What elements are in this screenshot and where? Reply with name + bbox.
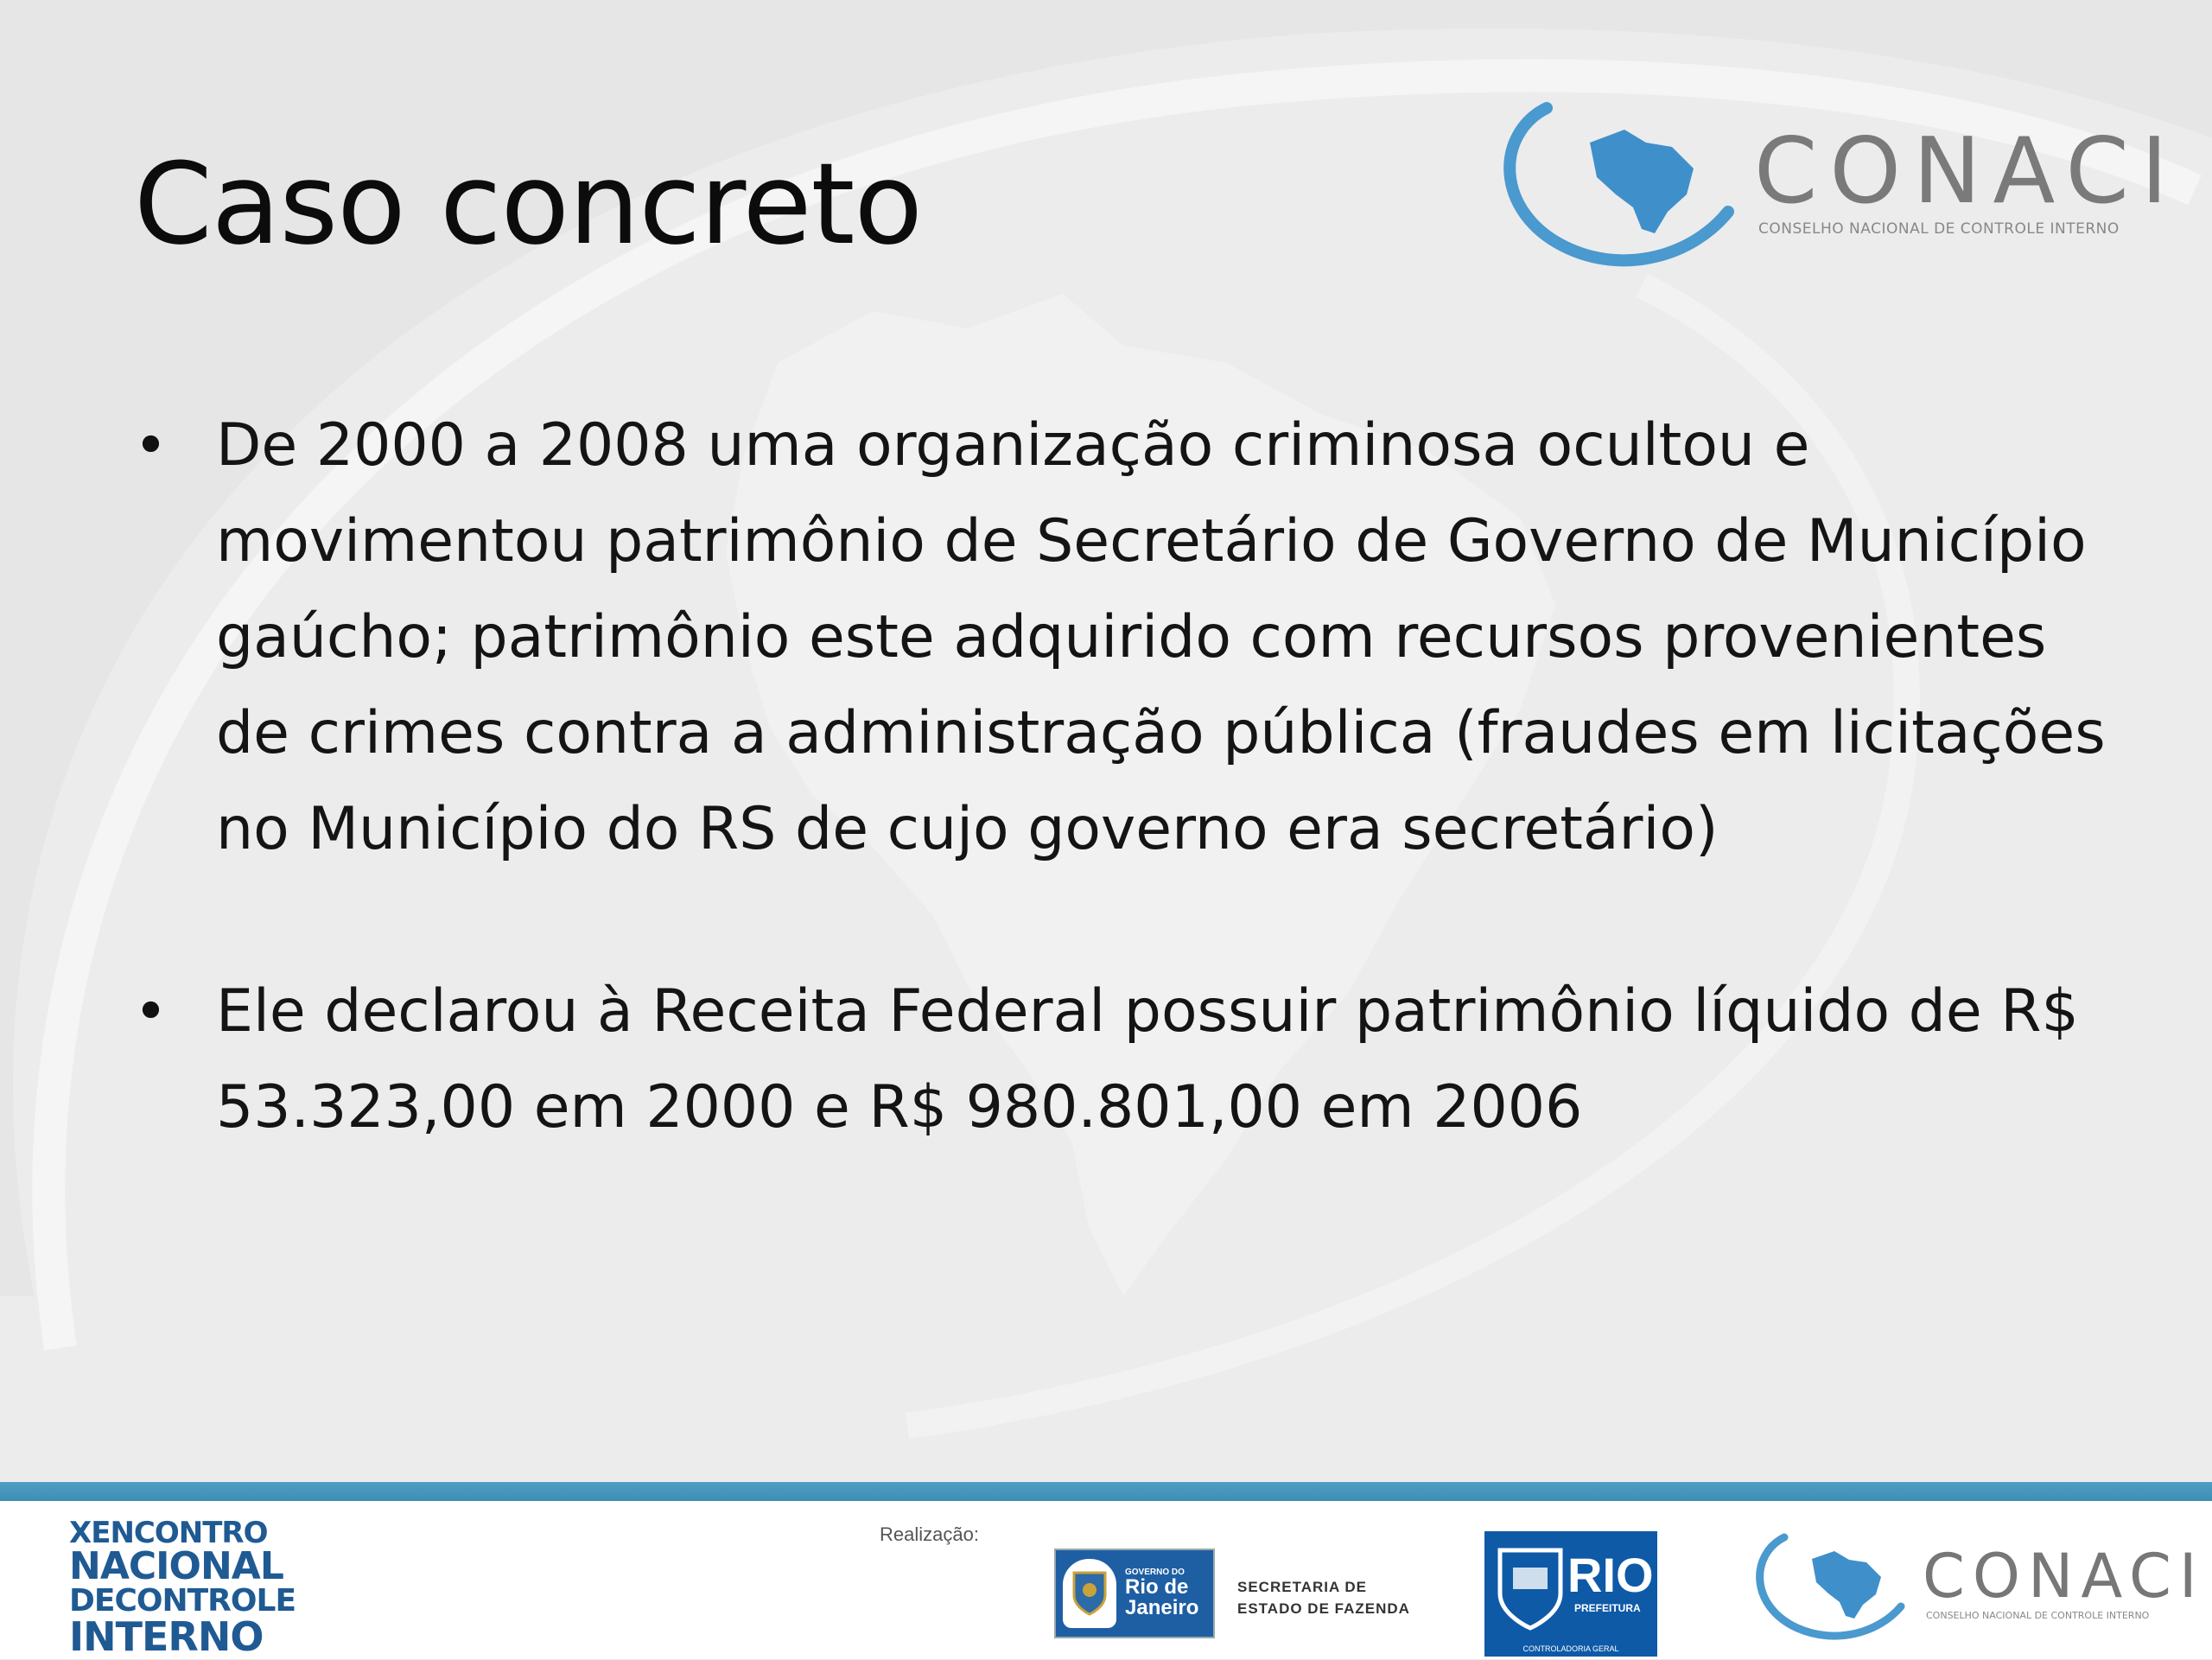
slide-title: Caso concreto bbox=[134, 138, 922, 270]
conaci-header-logo bbox=[1495, 82, 2180, 281]
gov-rio-logo: GOVERNO DO Rio de Janeiro bbox=[1054, 1549, 1215, 1638]
brazil-map-icon bbox=[1590, 130, 1694, 233]
bullet-item bbox=[134, 964, 2121, 1155]
conaci-swoosh-icon bbox=[1495, 82, 1754, 281]
footer bbox=[0, 1501, 2212, 1659]
bullet-text: Ele declarou à Receita Federal possuir patrimônio líquido de R$ 53.323,00 em 2000 e R$ 980.801,00 em 2006 bbox=[216, 977, 2079, 1142]
footer-accent-bar bbox=[0, 1482, 2212, 1501]
realizacao-label: Realização: bbox=[880, 1523, 979, 1545]
conaci-subtitle: CONSELHO NACIONAL DE CONTROLE INTERNO bbox=[1758, 220, 2120, 238]
bullet-item bbox=[134, 398, 2121, 877]
rio-prefeitura-logo: RIO PREFEITURA CONTROLADORIA GERAL bbox=[1484, 1531, 1657, 1657]
event-logo: XENCONTRO NACIONAL DECONTROLE INTERNO bbox=[69, 1516, 296, 1660]
bullet-dot-icon: • bbox=[134, 978, 168, 1045]
bullet-dot-icon: • bbox=[134, 412, 168, 479]
conaci-footer-logo: CONACI CONSELHO NACIONAL DE CONTROLE INTERNO bbox=[1750, 1520, 2199, 1650]
rio-crest-icon bbox=[1491, 1542, 1569, 1637]
brazil-map-icon bbox=[1812, 1551, 1881, 1619]
conaci-swoosh-icon bbox=[1750, 1520, 1923, 1650]
conaci-name: CONACI bbox=[1754, 118, 2180, 224]
coat-of-arms-icon bbox=[1063, 1559, 1116, 1628]
secretaria-fazenda-label: SECRETARIA DE ESTADO DE FAZENDA bbox=[1237, 1579, 1410, 1617]
bullet-list bbox=[134, 398, 2121, 1242]
bullet-text: De 2000 a 2008 uma organização criminosa ocultou e movimentou patrimônio de Secretário de Governo de Município gaúcho; patrimônio este adquirido com recursos provenientes de crimes contra a administração pública (fraudes em licitações no Município do RS de cujo governo era secretário) bbox=[216, 411, 2106, 863]
